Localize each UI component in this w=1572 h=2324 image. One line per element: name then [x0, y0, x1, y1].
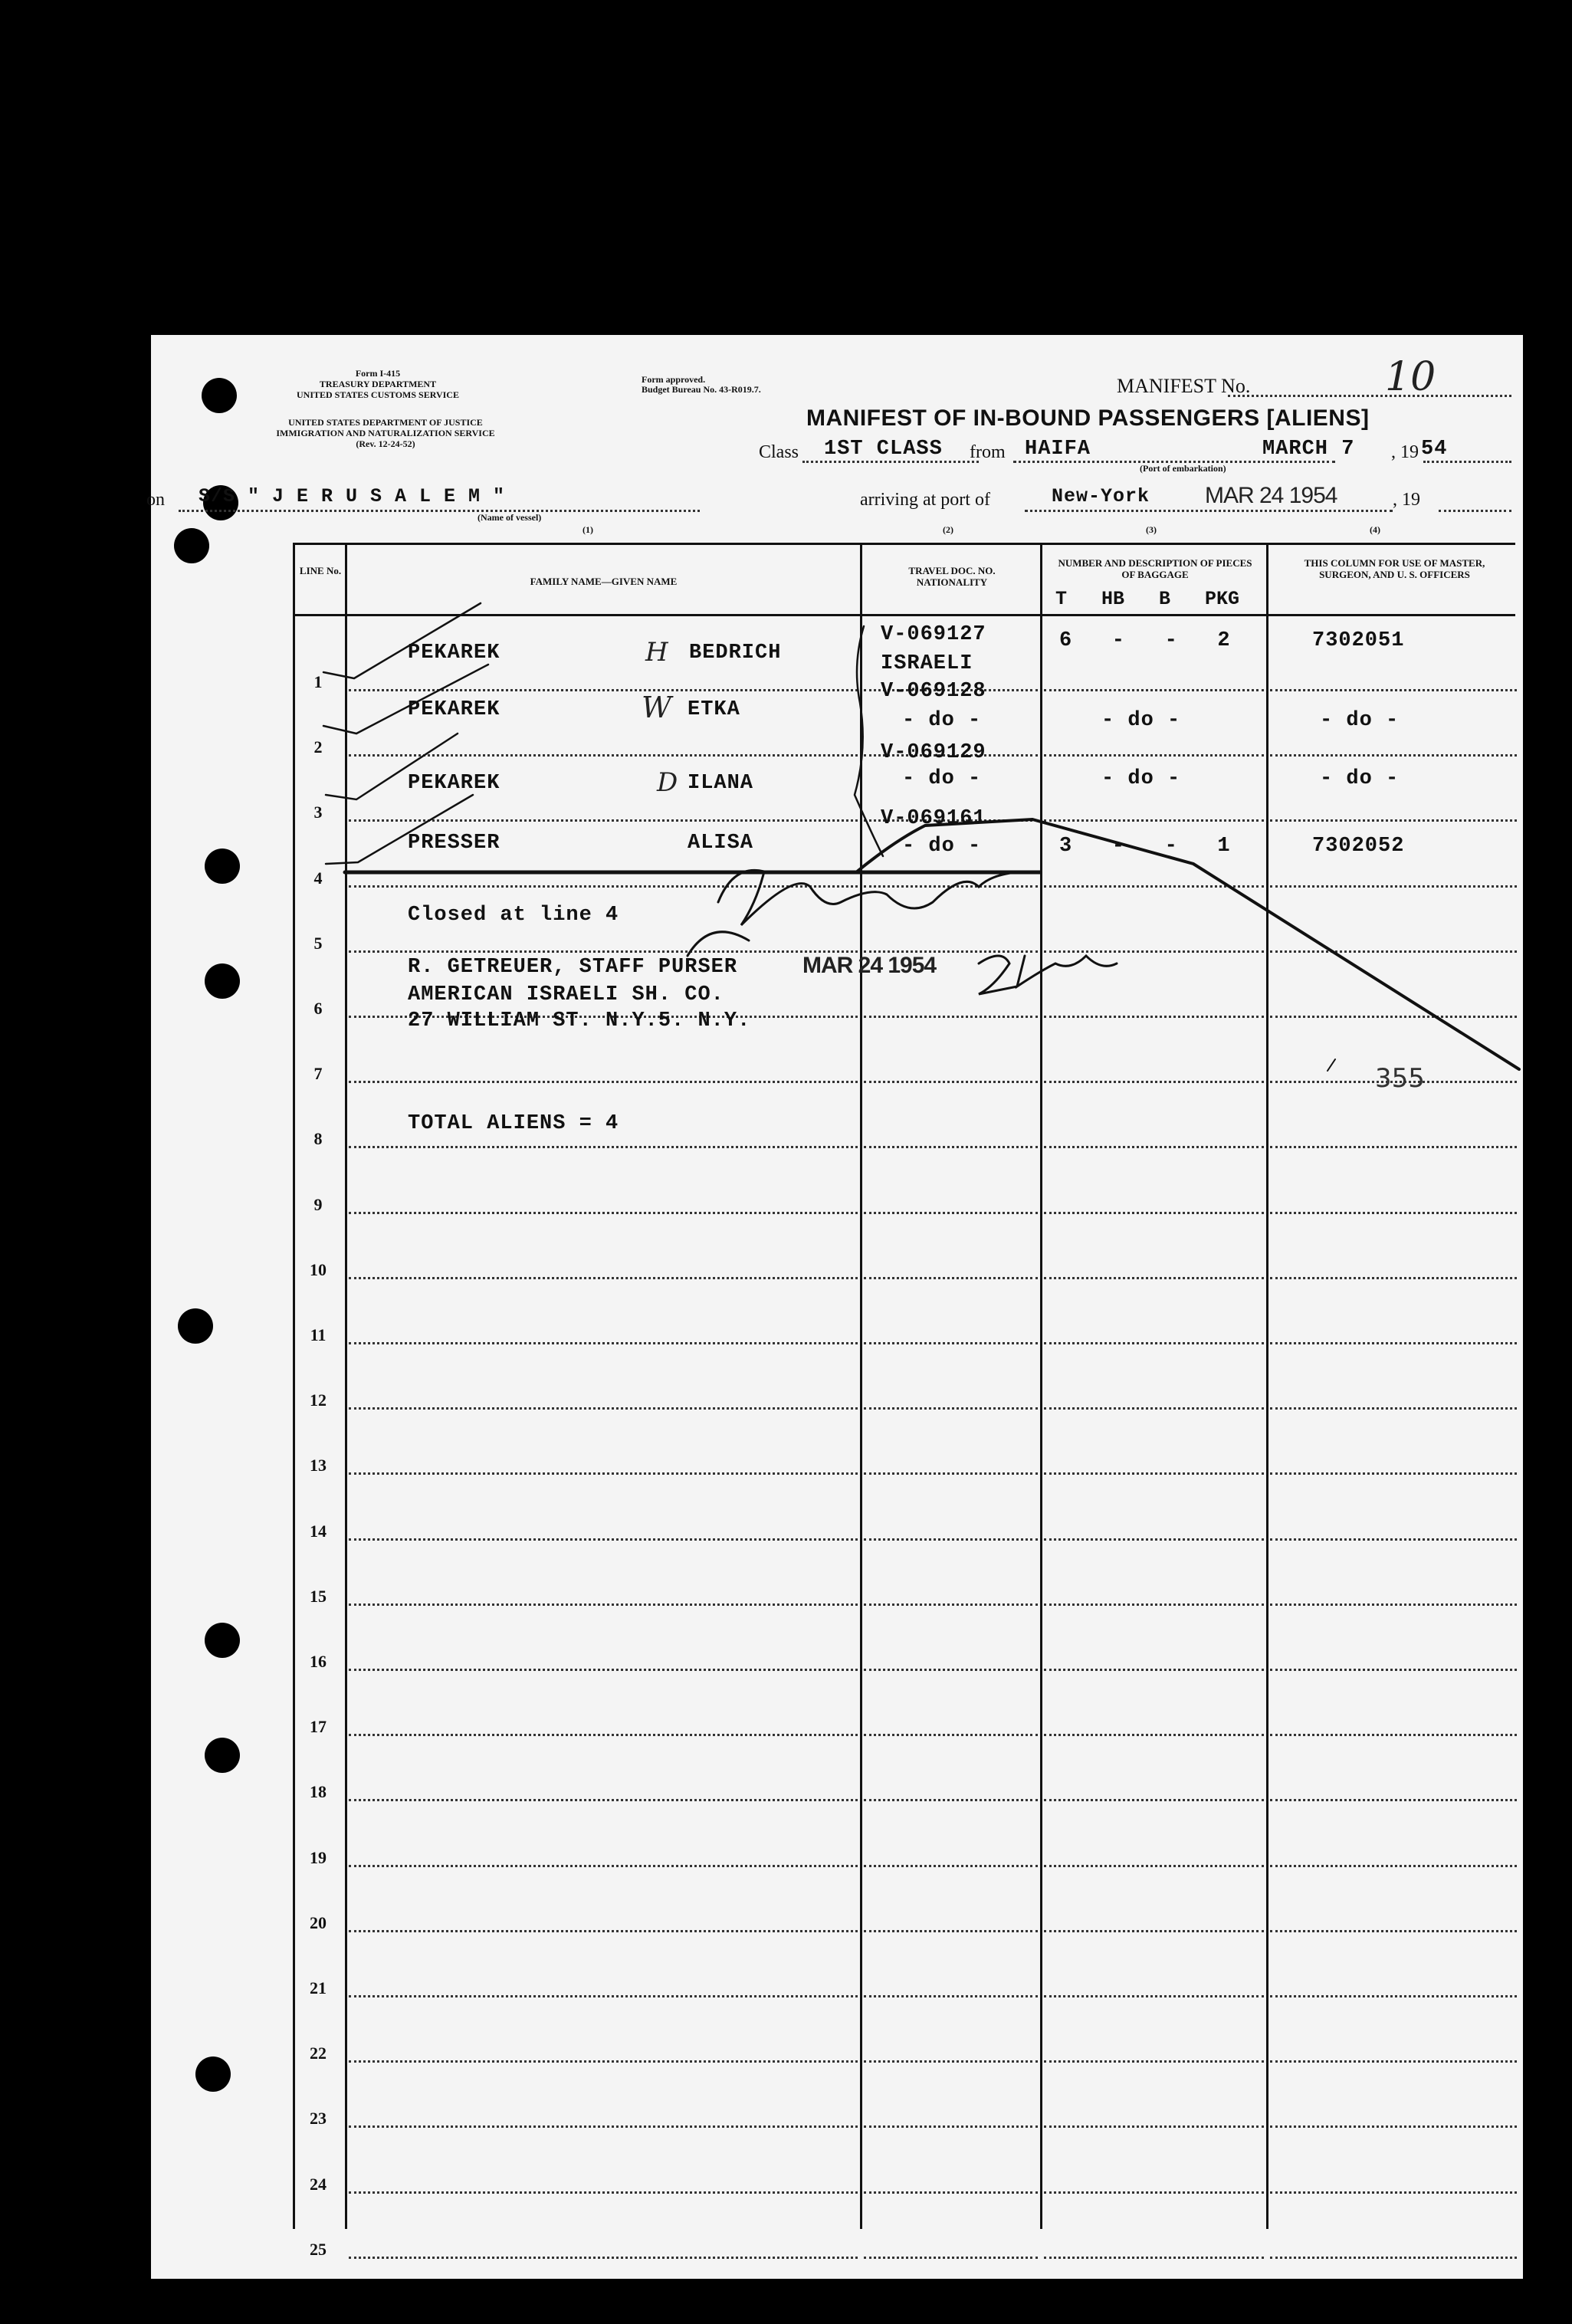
- passenger-4-family: PRESSER: [408, 832, 500, 855]
- company-address: 27 WILLIAM ST. N.Y.5. N.Y.: [408, 1009, 751, 1032]
- row-dotted-line: [349, 1342, 858, 1344]
- passenger-2-given: ETKA: [688, 698, 740, 721]
- punch-hole: [205, 1623, 240, 1658]
- departure-year: 54: [1421, 438, 1448, 461]
- row-dotted-line: [1270, 885, 1517, 888]
- row-dotted-line: [349, 1212, 858, 1214]
- row-dotted-line: [864, 1472, 1038, 1475]
- row-dotted-line: [349, 1081, 858, 1083]
- passenger-2-initial: W: [642, 691, 672, 724]
- row-dotted-line: [864, 1081, 1038, 1083]
- budget-bureau: Budget Bureau No. 43-R019.7.: [642, 384, 761, 395]
- departure-date: MARCH 7: [1262, 438, 1355, 461]
- passenger-3-baggage: - do -: [1101, 767, 1181, 790]
- class-value: 1ST CLASS: [824, 438, 943, 461]
- row-dotted-line: [1044, 1342, 1264, 1344]
- row-dotted-line: [864, 885, 1038, 888]
- manifest-no-label: MANIFEST No.: [1117, 375, 1251, 397]
- row-dotted-line: [349, 819, 858, 822]
- total-aliens: TOTAL ALIENS = 4: [408, 1112, 619, 1135]
- vessel-name: S/S " J E R U S A L E M ": [199, 485, 506, 507]
- vessel-caption: (Name of vessel): [478, 512, 542, 523]
- passenger-1-initial: H: [645, 637, 668, 668]
- line-number: 11: [310, 1325, 327, 1344]
- row-dotted-line: [864, 2191, 1038, 2194]
- line-number: 4: [313, 868, 323, 888]
- row-dotted-line: [1044, 689, 1264, 691]
- row-dotted-line: [1270, 1472, 1517, 1475]
- row-dotted-line: [349, 1865, 858, 1867]
- row-dotted-line: [1270, 689, 1517, 691]
- passenger-4-given: ALISA: [688, 832, 754, 855]
- class-line: [802, 461, 979, 463]
- row-dotted-line: [864, 1865, 1038, 1867]
- on-label: on: [146, 490, 165, 510]
- row-dotted-line: [1270, 1342, 1517, 1344]
- passenger-3-doc: V-069129: [881, 741, 986, 764]
- passenger-1-doc: V-069127: [881, 623, 986, 646]
- row-dotted-line: [1270, 1538, 1517, 1541]
- line-number: 8: [313, 1129, 323, 1149]
- line-number: 24: [310, 2174, 327, 2194]
- ins-service: IMMIGRATION AND NATURALIZATION SERVICE: [276, 428, 495, 438]
- header-baggage-sub: T HB B PKG: [1055, 588, 1240, 610]
- line-number: 25: [310, 2239, 327, 2259]
- row-dotted-line: [864, 1734, 1038, 1736]
- passenger-2-baggage: - do -: [1101, 709, 1181, 732]
- line-number: 19: [310, 1847, 327, 1867]
- line-number: 2: [313, 737, 323, 757]
- form-approved: Form approved.: [642, 374, 706, 385]
- row-dotted-line: [349, 1734, 858, 1736]
- passenger-1-family: PEKAREK: [408, 642, 500, 665]
- passenger-1-given: BEDRICH: [689, 642, 782, 665]
- row-dotted-line: [864, 1212, 1038, 1214]
- line-number: 23: [310, 2109, 327, 2129]
- line-number: 10: [310, 1259, 327, 1279]
- row-dotted-line: [1270, 2060, 1517, 2063]
- row-dotted-line: [864, 1799, 1038, 1801]
- row-dotted-line: [1270, 819, 1517, 822]
- row-dotted-line: [1044, 1799, 1264, 1801]
- passenger-4-doc: V-069161: [881, 807, 986, 830]
- row-dotted-line: [1044, 2125, 1264, 2128]
- row-dotted-line: [1270, 1799, 1517, 1801]
- row-dotted-line: [1270, 950, 1517, 953]
- header-officers: THIS COLUMN FOR USE OF MASTER, SURGEON, AND U. S. OFFICERS: [1304, 557, 1485, 580]
- row-dotted-line: [1044, 1669, 1264, 1671]
- manifest-title: MANIFEST OF IN-BOUND PASSENGERS [ALIENS]: [806, 405, 1370, 431]
- table-top-border: [293, 543, 1515, 545]
- customs-service: UNITED STATES CUSTOMS SERVICE: [297, 389, 459, 400]
- col-num-3: (3): [1146, 524, 1157, 535]
- row-dotted-line: [1270, 2257, 1517, 2259]
- row-dotted-line: [1044, 1734, 1264, 1736]
- row-dotted-line: [349, 1146, 858, 1148]
- row-dotted-line: [1270, 1016, 1517, 1018]
- row-dotted-line: [1044, 754, 1264, 757]
- line-number: 9: [313, 1194, 323, 1214]
- treasury-dept: TREASURY DEPARTMENT: [319, 379, 437, 389]
- line-number: 17: [310, 1717, 327, 1737]
- punch-hole: [178, 1308, 213, 1344]
- line-number: 15: [310, 1586, 327, 1606]
- passenger-4-nationality: - do -: [902, 835, 982, 858]
- row-dotted-line: [349, 1799, 858, 1801]
- row-dotted-line: [864, 2257, 1038, 2259]
- row-dotted-line: [1270, 1734, 1517, 1736]
- justice-dept: UNITED STATES DEPARTMENT OF JUSTICE: [288, 417, 483, 428]
- arrival-year: , 19: [1393, 490, 1420, 510]
- row-dotted-line: [1044, 1930, 1264, 1932]
- row-dotted-line: [1270, 1277, 1517, 1279]
- row-dotted-line: [864, 2060, 1038, 2063]
- port-caption: (Port of embarkation): [1140, 463, 1226, 474]
- row-dotted-line: [1044, 2257, 1264, 2259]
- row-dotted-line: [1044, 1407, 1264, 1410]
- passenger-2-doc: V-069128: [881, 680, 986, 703]
- passenger-2-family: PEKAREK: [408, 698, 500, 721]
- row-dotted-line: [1044, 1995, 1264, 1997]
- passenger-4-baggage: 3 - - 1: [1059, 835, 1231, 858]
- row-dotted-line: [349, 1538, 858, 1541]
- col-num-4: (4): [1370, 524, 1380, 535]
- punch-hole: [205, 963, 240, 999]
- punch-hole: [205, 1738, 240, 1773]
- row-dotted-line: [349, 1669, 858, 1671]
- passenger-1-nationality: ISRAELI: [881, 652, 973, 675]
- header-name: FAMILY NAME—GIVEN NAME: [530, 576, 678, 587]
- row-dotted-line: [1044, 1146, 1264, 1148]
- row-dotted-line: [864, 1407, 1038, 1410]
- row-dotted-line: [1044, 1472, 1264, 1475]
- row-dotted-line: [864, 2125, 1038, 2128]
- row-dotted-line: [864, 1538, 1038, 1541]
- passenger-2-nationality: - do -: [902, 709, 982, 732]
- baggage-col-divider: [1266, 543, 1268, 2229]
- header-line-no: LINE No.: [299, 565, 342, 576]
- col-num-2: (2): [943, 524, 953, 535]
- row-dotted-line: [864, 1146, 1038, 1148]
- row-dotted-line: [1270, 1995, 1517, 1997]
- line-number: 1: [313, 672, 323, 691]
- year-prefix: , 19: [1391, 442, 1419, 462]
- line-number: 12: [310, 1390, 327, 1410]
- row-dotted-line: [349, 1930, 858, 1932]
- line-number: 18: [310, 1782, 327, 1802]
- row-dotted-line: [1270, 1407, 1517, 1410]
- row-dotted-line: [864, 1016, 1038, 1018]
- row-dotted-line: [1270, 1930, 1517, 1932]
- line-number: 20: [310, 1912, 327, 1932]
- row-dotted-line: [1044, 819, 1264, 822]
- row-dotted-line: [1044, 1538, 1264, 1541]
- row-dotted-line: [1270, 1212, 1517, 1214]
- row-dotted-line: [864, 1603, 1038, 1606]
- row-dotted-line: [349, 1995, 858, 1997]
- row-dotted-line: [1044, 2060, 1264, 2063]
- row-dotted-line: [1044, 1603, 1264, 1606]
- line-number: 7: [313, 1064, 323, 1084]
- form-revision: (Rev. 12-24-52): [356, 438, 415, 449]
- row-dotted-line: [864, 1930, 1038, 1932]
- row-dotted-line: [1044, 1081, 1264, 1083]
- row-dotted-line: [1270, 1146, 1517, 1148]
- line-number: 5: [313, 933, 323, 953]
- punch-hole: [205, 849, 240, 884]
- passenger-3-nationality: - do -: [902, 767, 982, 790]
- row-dotted-line: [864, 1995, 1038, 1997]
- arrival-port: New-York: [1052, 485, 1150, 507]
- row-dotted-line: [1044, 1865, 1264, 1867]
- row-dotted-line: [1044, 2191, 1264, 2194]
- punch-hole: [202, 378, 237, 413]
- row-dotted-line: [349, 2191, 858, 2194]
- passenger-1-officer: 7302051: [1312, 629, 1405, 652]
- passenger-1-baggage: 6 - - 2: [1059, 629, 1231, 652]
- line-number: 13: [310, 1456, 327, 1475]
- row-dotted-line: [864, 1342, 1038, 1344]
- annotation-355: 355: [1375, 1063, 1425, 1094]
- row-dotted-line: [1270, 1603, 1517, 1606]
- col-num-1: (1): [583, 524, 593, 535]
- passenger-4-officer: 7302052: [1312, 835, 1405, 858]
- passenger-3-initial: D: [657, 767, 678, 798]
- manifest-sheet: [146, 335, 1523, 2279]
- manifest-no-value: 10: [1385, 354, 1436, 400]
- row-dotted-line: [1044, 885, 1264, 888]
- header-baggage: NUMBER AND DESCRIPTION OF PIECES OF BAGGAGE: [1058, 557, 1252, 580]
- form-number: Form I-415: [355, 368, 401, 379]
- passenger-3-officer: - do -: [1320, 767, 1400, 790]
- row-dotted-line: [1270, 754, 1517, 757]
- table-left-border: [293, 543, 295, 2229]
- row-dotted-line: [1044, 1016, 1264, 1018]
- embarkation-port: HAIFA: [1025, 438, 1091, 461]
- row-dotted-line: [349, 1472, 858, 1475]
- row-dotted-line: [349, 1277, 858, 1279]
- row-dotted-line: [1270, 2125, 1517, 2128]
- row-dotted-line: [864, 1669, 1038, 1671]
- company-name: AMERICAN ISRAELI SH. CO.: [408, 983, 724, 1006]
- row-dotted-line: [1270, 1865, 1517, 1867]
- row-dotted-line: [349, 754, 858, 757]
- row-dotted-line: [349, 689, 858, 691]
- from-label: from: [970, 442, 1006, 462]
- line-number: 14: [310, 1521, 327, 1541]
- year-line: [1423, 461, 1511, 463]
- row-dotted-line: [1270, 2191, 1517, 2194]
- row-dotted-line: [349, 2060, 858, 2063]
- row-dotted-line: [864, 1277, 1038, 1279]
- passenger-3-given: ILANA: [688, 772, 754, 795]
- manifest-no-line: [1228, 395, 1511, 397]
- line-number: 6: [313, 999, 323, 1018]
- arrival-date-stamp: MAR 24 1954: [1205, 483, 1337, 508]
- line-number: 3: [313, 803, 323, 822]
- header-bottom-border: [293, 614, 1515, 616]
- initials-scrawl: [979, 956, 1117, 994]
- punch-hole: [174, 528, 209, 563]
- row-dotted-line: [349, 950, 858, 953]
- passenger-3-family: PEKAREK: [408, 772, 500, 795]
- class-label: Class: [759, 442, 799, 462]
- doc-col-divider: [1040, 543, 1042, 2229]
- row-dotted-line: [1270, 1669, 1517, 1671]
- row-dotted-line: [349, 1603, 858, 1606]
- row-dotted-line: [1044, 1277, 1264, 1279]
- passenger-2-officer: - do -: [1320, 709, 1400, 732]
- closed-note: Closed at line 4: [408, 904, 619, 927]
- arrival-line: [1025, 510, 1393, 512]
- line-number: 21: [310, 1978, 327, 1997]
- purser-date-stamp: MAR 24 1954: [802, 953, 937, 978]
- row-dotted-line: [349, 2257, 858, 2259]
- row-dotted-line: [349, 2125, 858, 2128]
- purser-name: R. GETREUER, STAFF PURSER: [408, 956, 738, 979]
- line-col-divider: [345, 543, 347, 2229]
- row-dotted-line: [349, 885, 858, 888]
- vessel-line: [179, 510, 700, 512]
- arrival-year-line: [1439, 510, 1511, 512]
- line-number: 22: [310, 2043, 327, 2063]
- line-number: 16: [310, 1652, 327, 1671]
- row-dotted-line: [1044, 1212, 1264, 1214]
- row-dotted-line: [1044, 950, 1264, 953]
- tick-mark: [1328, 1059, 1335, 1071]
- name-col-divider: [860, 543, 862, 2229]
- header-doc: TRAVEL DOC. NO. NATIONALITY: [908, 565, 996, 588]
- arriving-label: arriving at port of: [860, 490, 990, 510]
- row-dotted-line: [349, 1407, 858, 1410]
- punch-hole: [195, 2056, 231, 2092]
